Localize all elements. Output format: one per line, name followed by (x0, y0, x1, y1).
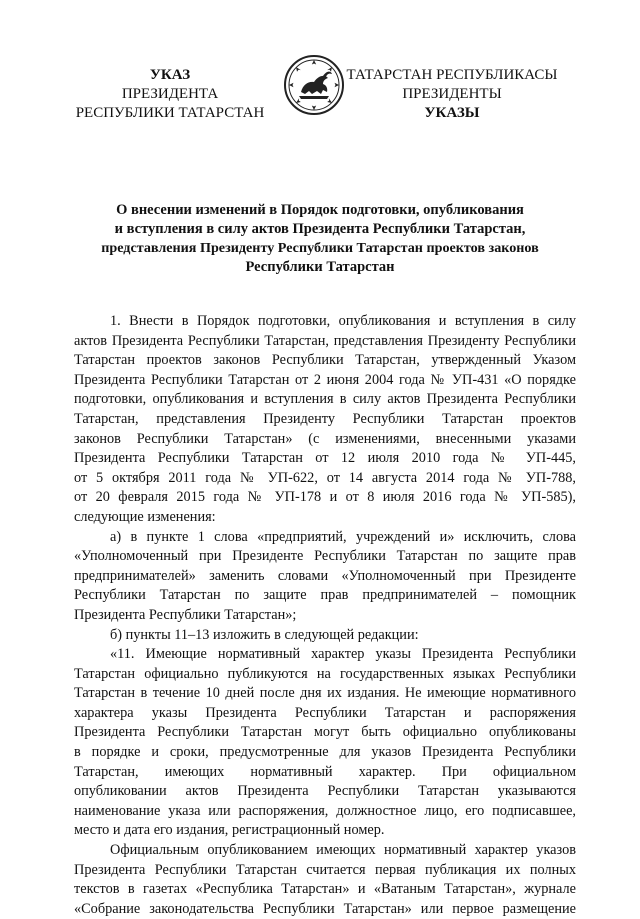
title-line: О внесении изменений в Порядок подготовки, опубликования (116, 202, 524, 218)
body-line: законов Республики Татарстан» (с изменениями, внесенными указами (74, 430, 576, 447)
body-line: а) в пункте 1 слова «предприятий, учреждений и» исключить, слова (110, 528, 576, 545)
body-line: Татарстан в течение 10 дней после дня их издания. Не имеющие нормативного (74, 685, 576, 702)
header-right-line-1: ТАТАРСТАН РЕСПУБЛИКАСЫ (346, 67, 558, 83)
header-right-tatar (332, 66, 572, 123)
title-line: Республики Татарстан (245, 259, 395, 275)
body-line: Республики Татарстан по защите прав предпринимателей – помощник (74, 587, 576, 604)
header-left-line-2: ПРЕЗИДЕНТА (121, 86, 219, 102)
header-right-line-2: ПРЕЗИДЕНТЫ (402, 86, 502, 102)
body-line: опубликовании актов Президента Республики Татарстан указываются (74, 783, 576, 800)
body-line: место и дата его издания, регистрационный номер. (74, 822, 385, 839)
body-line: «Собрание законодательства Республики Татарстан» или первое размещение (74, 900, 576, 917)
body-line: предпринимателей» заменить словами «Уполномоченный при Президенте (74, 567, 576, 584)
body-line: характера указы Президента Республики Татарстан и распоряжения (74, 704, 576, 721)
decree-body (74, 312, 576, 919)
title-line: представления Президенту Республики Татарстан проектов законов (101, 240, 539, 256)
body-line: «11. Имеющие нормативный характер указы Президента Республики (110, 646, 576, 663)
body-line: Президента Республики Татарстан от 12 июля 2010 года № УП-445, (74, 450, 576, 467)
header-left-line-1: УКАЗ (149, 67, 191, 83)
body-line: Президента Республики Татарстан»; (74, 606, 297, 623)
body-line: Татарстан официально публикуются на государственных языках Республики (74, 665, 576, 682)
body-line: от 20 февраля 2015 года № УП-178 и от 8 июля 2016 года № УП-585), (74, 489, 576, 506)
body-line: Президента Республики Татарстан считается первая публикация их полных (74, 861, 576, 878)
body-line: текстов в газетах «Республика Татарстан» и «Ватаным Татарстан», журнале (74, 881, 576, 898)
decree-title (100, 201, 540, 277)
body-line: актов Президента Республики Татарстан, представления Президенту Республики (74, 332, 576, 349)
body-line: наименование указа или распоряжения, должностное лицо, его подписавшее, (74, 802, 576, 819)
body-line: Татарстан, имеющих нормативный характер. При официальном (74, 763, 576, 780)
body-line: Татарстан проектов законов Республики Татарстан, утвержденный Указом (74, 352, 576, 369)
body-line: подготовки, опубликования и вступления в силу актов Президента Республики (74, 391, 576, 408)
title-line: и вступления в силу актов Президента Республики Татарстан, (114, 221, 526, 237)
body-line: следующие изменения: (74, 508, 216, 525)
header-right-line-3: УКАЗЫ (424, 105, 480, 121)
header-left-line-3: РЕСПУБЛИКИ ТАТАРСТАН (75, 105, 265, 121)
body-line: от 5 октября 2011 года № УП-622, от 14 августа 2014 года № УП-788, (74, 469, 576, 486)
tatarstan-coat-of-arms-icon (283, 54, 345, 116)
body-line: Президента Республики Татарстан от 2 июня 2004 года № УП-431 «О порядке (74, 371, 576, 388)
body-line: в порядке и сроки, предусмотренные для указов Президента Республики (74, 744, 576, 761)
body-line: «Уполномоченный при Президенте Республики Татарстан по защите прав (74, 548, 576, 565)
body-line: 1. Внести в Порядок подготовки, опубликования и вступления в силу (110, 313, 576, 329)
header-left-russian (50, 66, 290, 123)
body-line: б) пункты 11–13 изложить в следующей редакции: (110, 626, 419, 643)
body-line: Татарстан, представления Президенту Республики Татарстан проектов (74, 410, 576, 427)
body-line: Президента Республики Татарстан могут быть официально опубликованы (74, 724, 576, 741)
body-line: Официальным опубликованием имеющих нормативный характер указов (110, 842, 576, 859)
